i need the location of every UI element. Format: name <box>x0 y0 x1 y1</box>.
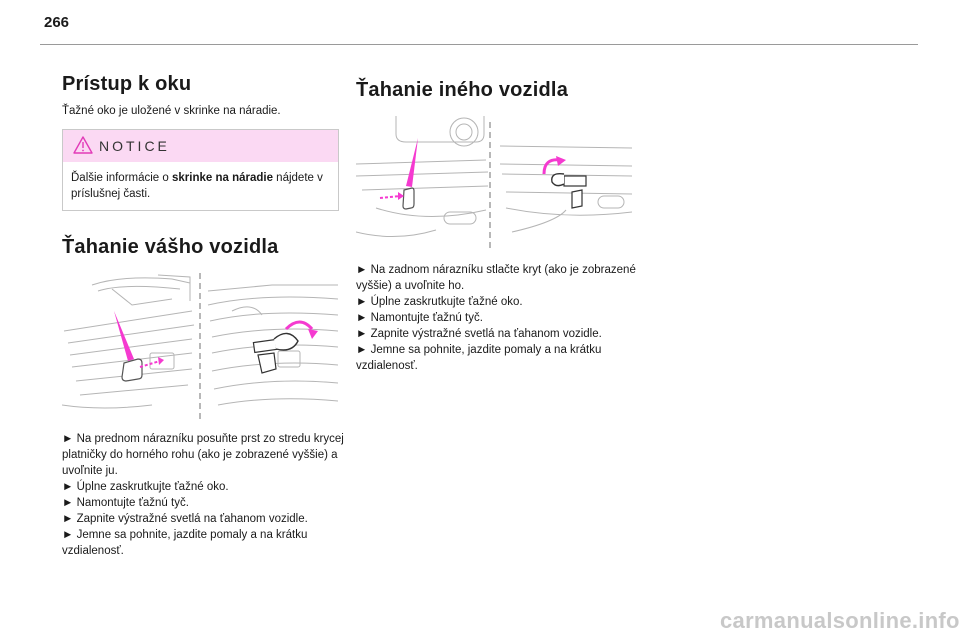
notice-text-bold: skrinke na náradie <box>171 172 273 184</box>
front-towing-illustration <box>62 271 338 421</box>
rear-towing-illustration <box>356 112 632 250</box>
other-vehicle-steps <box>356 262 639 374</box>
right-column <box>356 72 639 374</box>
watermark: carmanualsonline.info <box>720 608 960 633</box>
warning-triangle-icon <box>73 136 93 154</box>
notice-header <box>63 130 338 162</box>
own-vehicle-title: Ťahanie vášho vozidla <box>62 236 279 258</box>
step-item: ► Jemne sa pohnite, jazdite pomaly a na krátku vzdialenosť. <box>356 344 602 372</box>
step-item: ► Zapnite výstražné svetlá na ťahanom vozidle. <box>62 513 308 525</box>
other-vehicle-title: Ťahanie iného vozidla <box>356 79 569 101</box>
step-item: ► Úplne zaskrutkujte ťažné oko. <box>62 481 229 493</box>
access-title: Prístup k oku <box>62 73 192 95</box>
notice-body <box>63 162 338 210</box>
header-rule <box>40 44 918 45</box>
step-item: ► Úplne zaskrutkujte ťažné oko. <box>356 296 523 308</box>
step-item: ► Na zadnom nárazníku stlačte kryt (ako je zobrazené vyššie) a uvoľnite ho. <box>356 264 636 292</box>
step-item: ► Namontujte ťažnú tyč. <box>62 497 189 509</box>
notice-title: NOTICE <box>99 138 170 154</box>
page-number: 266 <box>44 14 70 31</box>
step-item: ► Jemne sa pohnite, jazdite pomaly a na krátku vzdialenosť. <box>62 529 308 557</box>
step-item: ► Zapnite výstražné svetlá na ťahanom vozidle. <box>356 328 602 340</box>
step-item: ► Namontujte ťažnú tyč. <box>356 312 483 324</box>
access-text: Ťažné oko je uložené v skrinke na náradie. <box>62 105 281 117</box>
step-item: ► Na prednom nárazníku posuňte prst zo stredu krycej platničky do horného rohu (ako je zobrazené vyššie) a uvoľnite ju. <box>62 433 344 477</box>
notice-box <box>62 129 339 211</box>
notice-text-after: nájdete v príslušnej časti. <box>71 172 323 200</box>
own-vehicle-steps <box>62 431 345 559</box>
left-column <box>62 72 345 559</box>
notice-text-before: Ďalšie informácie o <box>71 172 172 184</box>
